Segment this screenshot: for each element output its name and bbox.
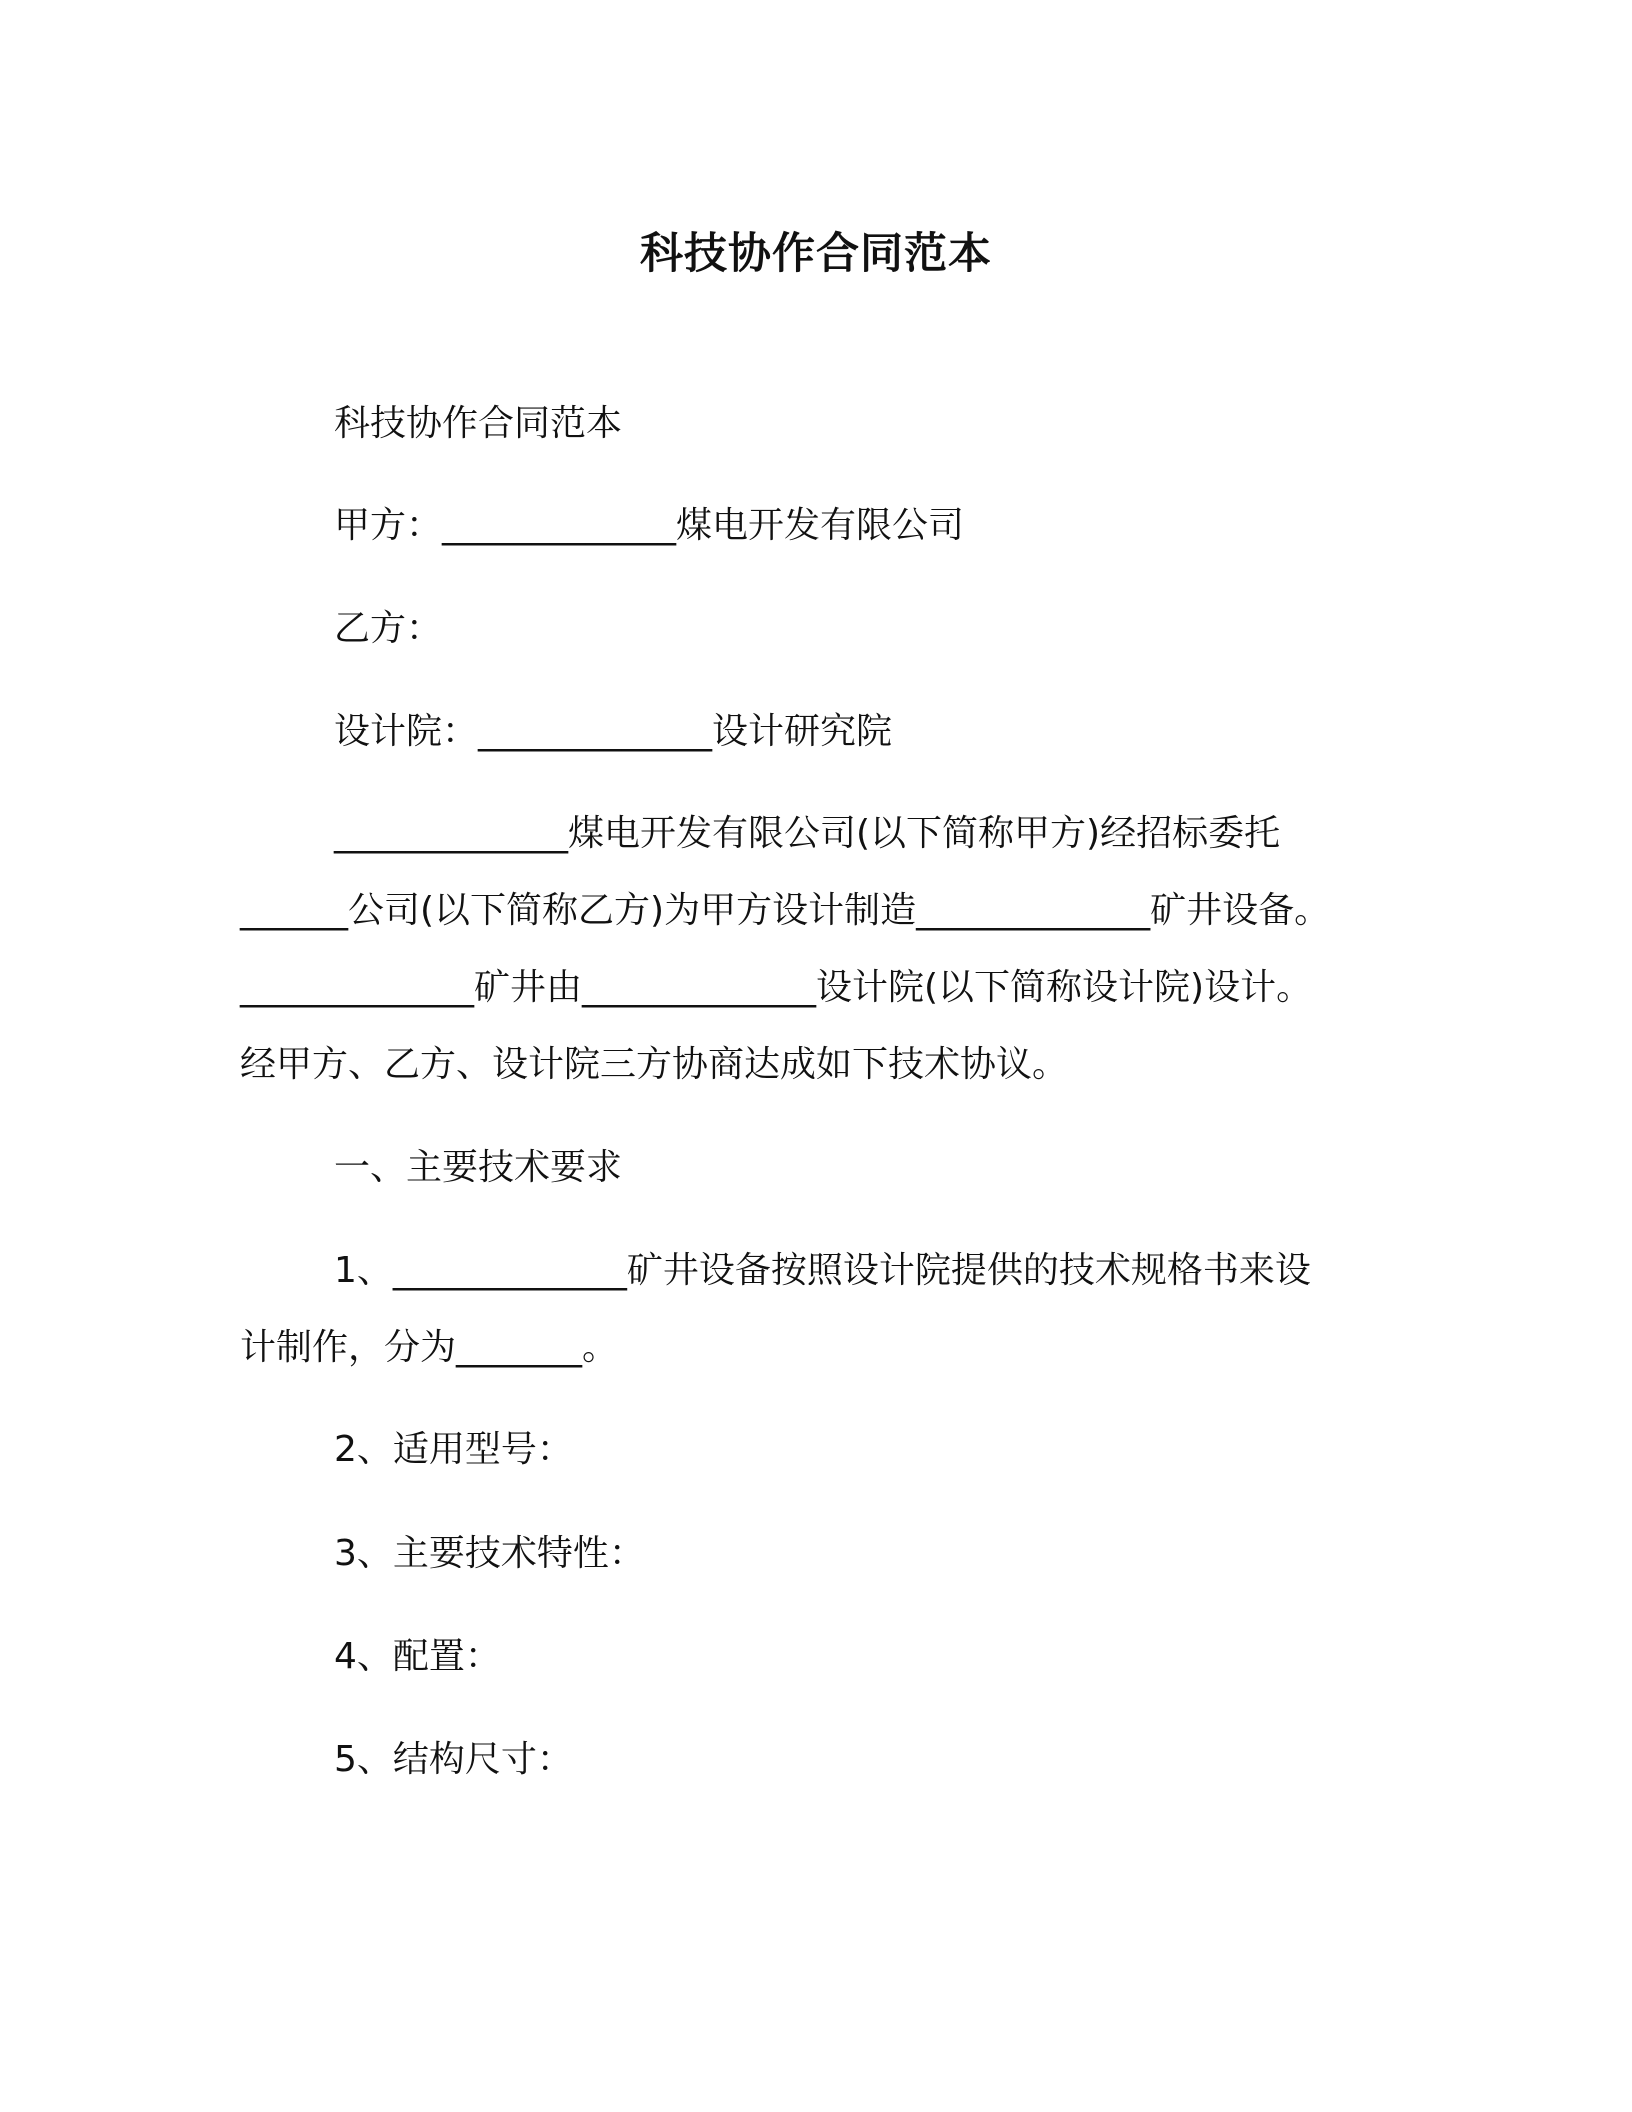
intro-line-3: _____________矿井由_____________设计院(以下简称设计院)设计。 [240, 967, 1313, 1008]
intro-line-1: _____________煤电开发有限公司(以下简称甲方)经招标委托 [334, 813, 1281, 854]
document-title: 科技协作合同范本 [640, 229, 992, 279]
item-2-line: 2、适用型号： [334, 1429, 573, 1470]
intro-line-2: ______公司(以下简称乙方)为甲方设计制造_____________矿井设备。 [240, 890, 1331, 931]
party-b-line: 乙方： [334, 608, 443, 649]
design-institute-line: 设计院：_____________设计研究院 [334, 711, 893, 752]
intro-line-4: 经甲方、乙方、设计院三方协商达成如下技术协议。 [240, 1044, 1069, 1085]
item-1-line-1: 1、_____________矿井设备按照设计院提供的技术规格书来设 [334, 1250, 1311, 1291]
section-1-heading: 一、主要技术要求 [334, 1147, 623, 1188]
item-3-line: 3、主要技术特性： [334, 1533, 645, 1574]
item-1-line-2: 计制作，分为_______。 [240, 1327, 619, 1368]
document-subtitle: 科技协作合同范本 [334, 403, 623, 444]
party-a-line: 甲方：_____________煤电开发有限公司 [334, 505, 965, 546]
item-5-line: 5、结构尺寸： [334, 1739, 573, 1780]
item-4-line: 4、配置： [334, 1636, 501, 1677]
